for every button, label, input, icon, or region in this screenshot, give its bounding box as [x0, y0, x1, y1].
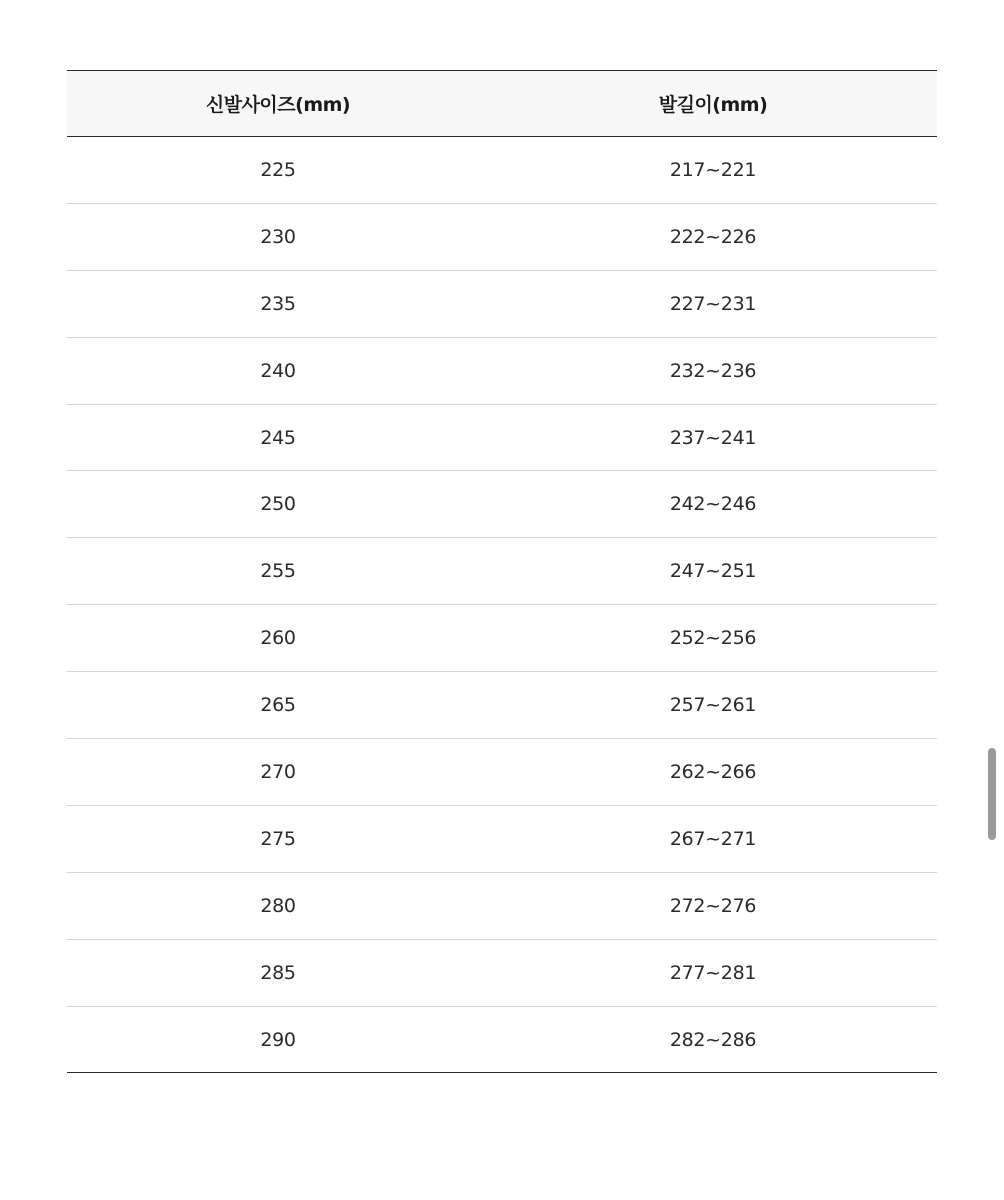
column-header-shoe-size: 신발사이즈(mm) — [205, 94, 351, 116]
foot-length-cell: 237~241 — [669, 426, 757, 449]
shoe-size-cell: 250 — [260, 493, 296, 516]
foot-length-cell: 252~256 — [669, 627, 757, 650]
foot-length-cell: 267~271 — [669, 827, 757, 850]
scrollbar-thumb[interactable] — [988, 748, 996, 840]
shoe-size-cell: 290 — [260, 1028, 296, 1051]
foot-length-cell: 222~226 — [669, 225, 757, 248]
foot-length-cell: 247~251 — [669, 560, 757, 583]
table-row — [67, 337, 937, 404]
shoe-size-cell: 255 — [260, 560, 296, 583]
table-row — [67, 203, 937, 270]
table-header — [67, 71, 937, 137]
shoe-size-cell: 260 — [260, 627, 296, 650]
shoe-size-cell: 275 — [260, 827, 296, 850]
table-row — [67, 471, 937, 538]
table-row — [67, 939, 937, 1006]
shoe-size-cell: 225 — [260, 158, 296, 181]
foot-length-cell: 282~286 — [669, 1028, 757, 1051]
size-chart-table — [67, 70, 937, 1073]
shoe-size-cell: 235 — [260, 292, 296, 315]
table-row — [67, 605, 937, 672]
shoe-size-cell: 230 — [260, 225, 296, 248]
shoe-size-cell: 270 — [260, 760, 296, 783]
foot-length-cell: 262~266 — [669, 760, 757, 783]
foot-length-cell: 257~261 — [669, 694, 757, 717]
shoe-size-cell: 285 — [260, 961, 296, 984]
column-header-foot-length: 발길이(mm) — [658, 94, 768, 116]
table-row — [67, 538, 937, 605]
shoe-size-cell: 265 — [260, 694, 296, 717]
foot-length-cell: 277~281 — [669, 961, 757, 984]
table-row — [67, 270, 937, 337]
table-row — [67, 739, 937, 806]
foot-length-cell: 242~246 — [669, 493, 757, 516]
shoe-size-cell: 240 — [260, 359, 296, 382]
shoe-size-cell: 245 — [260, 426, 296, 449]
table-row — [67, 404, 937, 471]
foot-length-cell: 232~236 — [669, 359, 757, 382]
table-row — [67, 672, 937, 739]
header-row — [67, 71, 937, 137]
foot-length-cell: 227~231 — [669, 292, 757, 315]
table-row — [67, 1006, 937, 1073]
table-row — [67, 137, 937, 204]
table-row — [67, 872, 937, 939]
table-body — [67, 137, 937, 1073]
table-row — [67, 805, 937, 872]
shoe-size-cell: 280 — [260, 894, 296, 917]
foot-length-cell: 217~221 — [669, 158, 757, 181]
foot-length-cell: 272~276 — [669, 894, 757, 917]
